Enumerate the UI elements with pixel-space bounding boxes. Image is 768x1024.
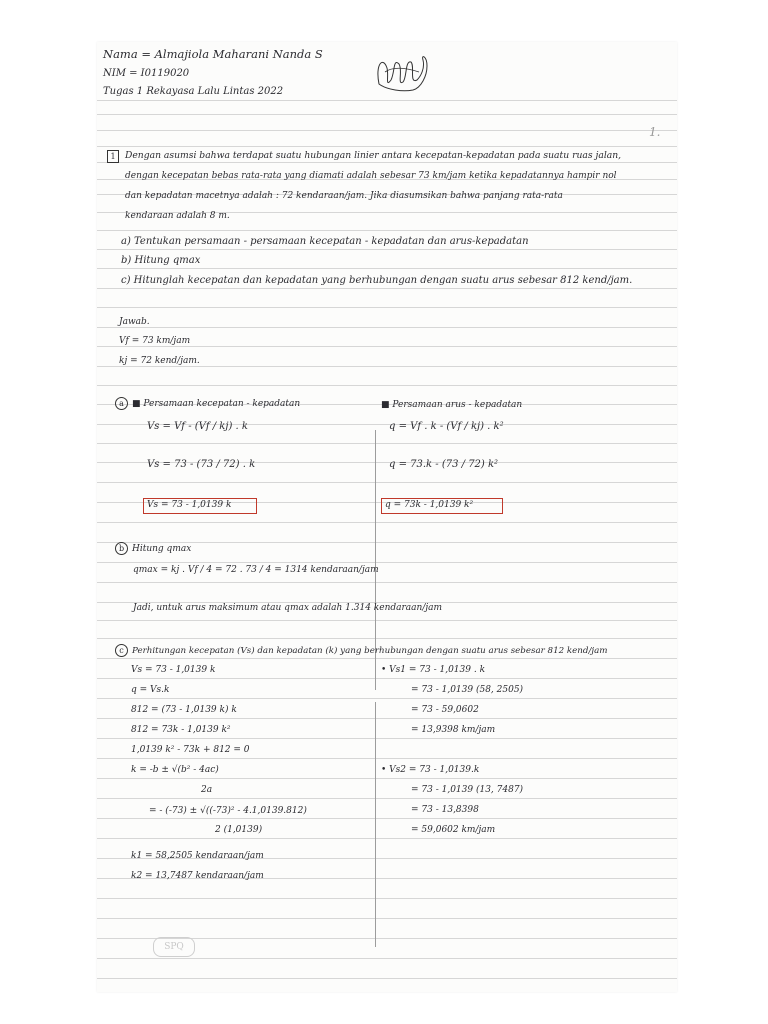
answer-label: Jawab. xyxy=(119,317,150,327)
part-a-right-title: ■ Persamaan arus - kepadatan xyxy=(381,400,523,410)
part-a-right-line-1: q = Vf . k - (Vf / kj) . k² xyxy=(389,421,504,432)
task-b: b) Hitung qmax xyxy=(121,255,201,266)
part-c-left-line-7: 2a xyxy=(201,785,213,795)
answer-vf: Vf = 73 km/jam xyxy=(119,336,191,346)
part-c-left-line-3: 812 = (73 - 1,0139 k) k xyxy=(131,705,237,715)
problem-line-2: dengan kecepatan bebas rata-rata yang diamati adalah sebesar 73 km/jam ketika kepadatannya hampir nol xyxy=(125,171,617,181)
part-c-marker: c xyxy=(115,644,128,657)
task-a: a) Tentukan persamaan - persamaan kecepatan - kepadatan dan arus-kepadatan xyxy=(121,236,529,247)
part-a-left-line-1: Vs = Vf - (Vf / kj) . k xyxy=(147,421,248,432)
part-b-title: b Hitung qmax xyxy=(115,542,191,555)
answer-kj: kj = 72 kend/jam. xyxy=(119,356,200,366)
part-c-left-line-5: 1,0139 k² - 73k + 812 = 0 xyxy=(131,745,250,755)
task-c: c) Hitunglah kecepatan dan kepadatan yang berhubungan dengan suatu arus sebesar 812 kend/jam. xyxy=(121,275,633,286)
part-c-left-line-10: k1 = 58,2505 kendaraan/jam xyxy=(131,851,264,861)
header-nim: NIM = I0119020 xyxy=(103,68,190,79)
part-c-right-line-5: • Vs2 = 73 - 1,0139.k xyxy=(381,765,480,775)
part-a-right-line-2: q = 73.k - (73 / 72) k² xyxy=(389,459,499,470)
part-c-title: c Perhitungan kecepatan (Vs) dan kepadatan (k) yang berhubungan dengan suatu arus sebesar 812 kend/jam xyxy=(115,644,608,657)
part-c-right-line-6: = 73 - 1,0139 (13, 7487) xyxy=(411,785,524,795)
part-c-right-line-4: = 13,9398 km/jam xyxy=(411,725,496,735)
part-b-formula: qmax = kj . Vf / 4 = 72 . 73 / 4 = 1314 kendaraan/jam xyxy=(133,565,379,575)
part-c-left-line-11: k2 = 13,7487 kendaraan/jam xyxy=(131,871,264,881)
part-c-left-line-2: q = Vs.k xyxy=(131,685,170,695)
header-nama: Nama = Almajiola Maharani Nanda S xyxy=(103,47,323,61)
part-c-right-line-2: = 73 - 1,0139 (58, 2505) xyxy=(411,685,524,695)
part-c-right-line-8: = 59,0602 km/jam xyxy=(411,825,496,835)
part-c-right-line-3: = 73 - 59,0602 xyxy=(411,705,479,715)
problem-line-3: dan kepadatan macetnya adalah : 72 kendaraan/jam. Jika diasumsikan bahwa panjang rata-rata xyxy=(125,191,563,201)
part-a-left-line-2: Vs = 73 - (73 / 72) . k xyxy=(147,459,256,470)
part-c-right-line-1: • Vs1 = 73 - 1,0139 . k xyxy=(381,665,486,675)
part-c-left-line-1: Vs = 73 - 1,0139 k xyxy=(131,665,216,675)
part-a-title: a ■ Persamaan kecepatan - kepadatan xyxy=(115,397,300,410)
part-c-left-line-4: 812 = 73k - 1,0139 k² xyxy=(131,725,231,735)
part-a-marker: a xyxy=(115,397,128,410)
part-c-right-line-7: = 73 - 13,8398 xyxy=(411,805,479,815)
part-c-left-line-8: = - (-73) ± √((-73)² - 4.1,0139.812) xyxy=(149,806,307,816)
part-c-left-line-6: k = -b ± √(b² - 4ac) xyxy=(131,765,219,775)
part-b-conclusion: Jadi, untuk arus maksimum atau qmax adalah 1.314 kendaraan/jam xyxy=(133,603,443,613)
part-c-divider xyxy=(375,702,376,947)
watermark-stamp: SPQ xyxy=(153,937,195,957)
problem-number-box: 1 xyxy=(107,150,123,163)
notebook-page xyxy=(97,42,677,992)
problem-line-4: kendaraan adalah 8 m. xyxy=(125,211,230,221)
signature xyxy=(373,50,433,98)
header-tugas: Tugas 1 Rekayasa Lalu Lintas 2022 xyxy=(103,86,284,97)
problem-line-1: Dengan asumsi bahwa terdapat suatu hubungan linier antara kecepatan-kepadatan pada suatu ruas jalan, xyxy=(125,150,622,161)
page-mark: 1. xyxy=(649,125,661,139)
part-a-left-result: Vs = 73 - 1,0139 k xyxy=(147,500,232,510)
part-a-right-result: q = 73k - 1,0139 k² xyxy=(385,500,474,510)
part-c-left-line-9: 2 (1,0139) xyxy=(215,825,263,835)
part-b-marker: b xyxy=(115,542,128,555)
